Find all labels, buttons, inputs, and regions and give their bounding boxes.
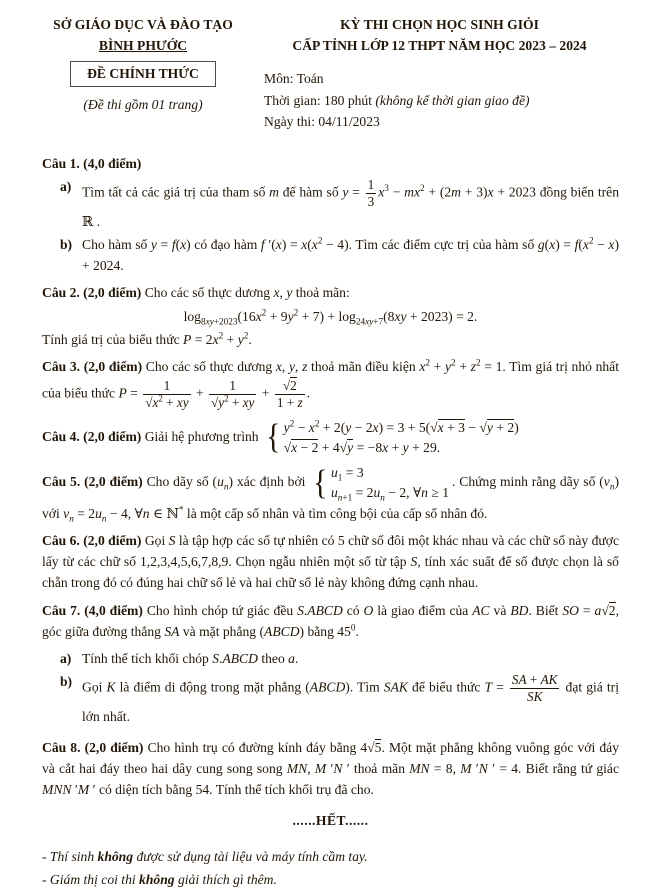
question-2-equation: $\log_{8xy+2023}(16x^2 + 9y^2 + 7) + \log_{24xy+7}(8xy + 2023) = 2$.	[183, 307, 478, 327]
department-name: SỞ GIÁO DỤC VÀ ĐÀO TẠO	[53, 17, 233, 32]
question-2-intro: Câu 2. (2,0 điểm) Cho các số thực dương x, y thoả mãn:	[42, 285, 350, 301]
question-6: Câu 6. (2,0 điểm) Gọi S là tập hợp các số tự nhiên có 5 chữ số đôi một khác nhau và các chữ số này được lấy từ các chữ số 1,2,3,4,5,6,7,8,9. Chọn ngẫu nhiên một số từ tập S, tính xác suất để số được chọn là số chẵn trong đó có đúng hai chữ số lẻ và hai chữ số lẻ này không đứng cạnh nhau.	[42, 532, 619, 591]
footer-notes	[42, 846, 619, 890]
exam-title-line2: CẤP TỈNH LỚP 12 THPT NĂM HỌC 2023 – 2024	[292, 38, 587, 54]
question-7-intro: Câu 7. (4,0 điểm) Cho hình chóp tứ giác đều S.ABCD có O là giao điểm của AC và BD. Biết SO = a√2, góc giữa đường thẳng SA và mặt phẳng (ABCD) bằng $45^0$.	[42, 602, 619, 639]
question-7a-text: Tính thể tích khối chóp S.ABCD theo a.	[82, 650, 299, 666]
end-mark: ......HẾT......	[292, 812, 369, 828]
question-7b-text: Gọi K là điểm di động trong mặt phẳng (ABCD). Tìm SAK để biểu thức T = $\frac{SA + AK}{SK}$ đạt giá trị lớn nhất.	[82, 672, 619, 724]
question-8: Câu 8. (2,0 điểm) Cho hình trụ có đường kính đáy bằng 4√5. Một mặt phẳng không vuông góc với đáy và cắt hai đáy theo hai dây cung song song MN, M ′N ′ thoả mãn MN = 8, M ′N ′ = 4. Biết rằng tứ giác MNN ′M ′ có diện tích bằng 54. Tính thể tích khối trụ đã cho.	[42, 739, 620, 798]
official-exam-label: ĐỀ CHÍNH THỨC	[87, 66, 199, 82]
header-left	[42, 14, 244, 132]
question-1a-text: Tìm tất cả các giá trị của tham số m để hàm số y = $\frac{1}{3}$ $x^3 - mx^2 + (2m + 3)x + 2023$ đồng biến trên ℝ .	[82, 177, 619, 229]
question-7	[42, 600, 619, 727]
question-7b-label: b)	[60, 674, 73, 690]
header	[42, 14, 619, 132]
question-1-item-b	[42, 234, 619, 276]
exam-title-line1: KỲ THI CHỌN HỌC SINH GIỎI	[340, 17, 539, 32]
header-right	[244, 14, 619, 132]
question-5: Câu 5. (2,0 điểm) Cho dãy số $(u_n)$ xác định bởi { $u_1 = 3$ $u_{n+1} = 2u_n - 2$, ∀n ≥ 1 . Chứng minh rằng dãy số $(v_n)$ với $v_n = 2u_n - 4$, ∀n ∈ ℕ* là một cấp số nhân và tìm công bội của cấp số nhân đó.	[42, 462, 619, 524]
question-4: Câu 4. (2,0 điểm) Giải hệ phương trình { $y^2 - x^2 + 2(y - 2x) = 3 + 5(√x + 3 - √y + 2)$ √x − 2 + 4√y = −8x + y + 29.	[42, 417, 519, 457]
question-7-item-a	[42, 648, 619, 669]
footer-note-1: - Thí sinh không được sử dụng tài liệu và máy tính cầm tay.	[42, 848, 368, 864]
question-1b-text: Cho hàm số y = f(x) có đạo hàm f $'(x) = x(x^2 - 4)$. Tìm các điểm cực trị của hàm số $g(x) = f(x^2 - x) + 2024$.	[82, 235, 619, 274]
question-1a-label: a)	[60, 179, 72, 195]
question-1-item-a	[42, 176, 619, 232]
province-name: BÌNH PHƯỚC	[98, 38, 188, 54]
question-2-outro: Tính giá trị của biểu thức $P = 2x^2 + y^2$.	[42, 330, 252, 347]
question-7-item-b	[42, 671, 619, 727]
question-1-heading: Câu 1. (4,0 điểm)	[42, 156, 142, 172]
question-1	[42, 153, 619, 276]
duration-line: Thời gian: 180 phút (không kể thời gian giao đề)	[264, 92, 530, 108]
question-7a-label: a)	[60, 650, 72, 666]
subject-line: Môn: Toán	[264, 71, 324, 87]
question-1b-label: b)	[60, 237, 73, 253]
exam-body	[42, 153, 619, 890]
exam-meta	[260, 68, 619, 132]
question-3: Câu 3. (2,0 điểm) Cho các số thực dương x, y, z thoả mãn điều kiện $x^2 + y^2 + z^2 = 1$. Tìm giá trị nhỏ nhất của biểu thức P = $\frac{1}{√x^2 + xy}$ + $\frac{1}{√y^2 + xy}$ + $\frac{√2}{1 + z}$ .	[42, 357, 619, 411]
footer-note-2: - Giám thị coi thi không giải thích gì thêm.	[42, 871, 277, 887]
pages-note: (Đề thi gồm 01 trang)	[83, 96, 203, 112]
date-line: Ngày thi: 04/11/2023	[264, 113, 380, 129]
official-exam-box	[70, 61, 216, 86]
question-2	[42, 282, 619, 350]
